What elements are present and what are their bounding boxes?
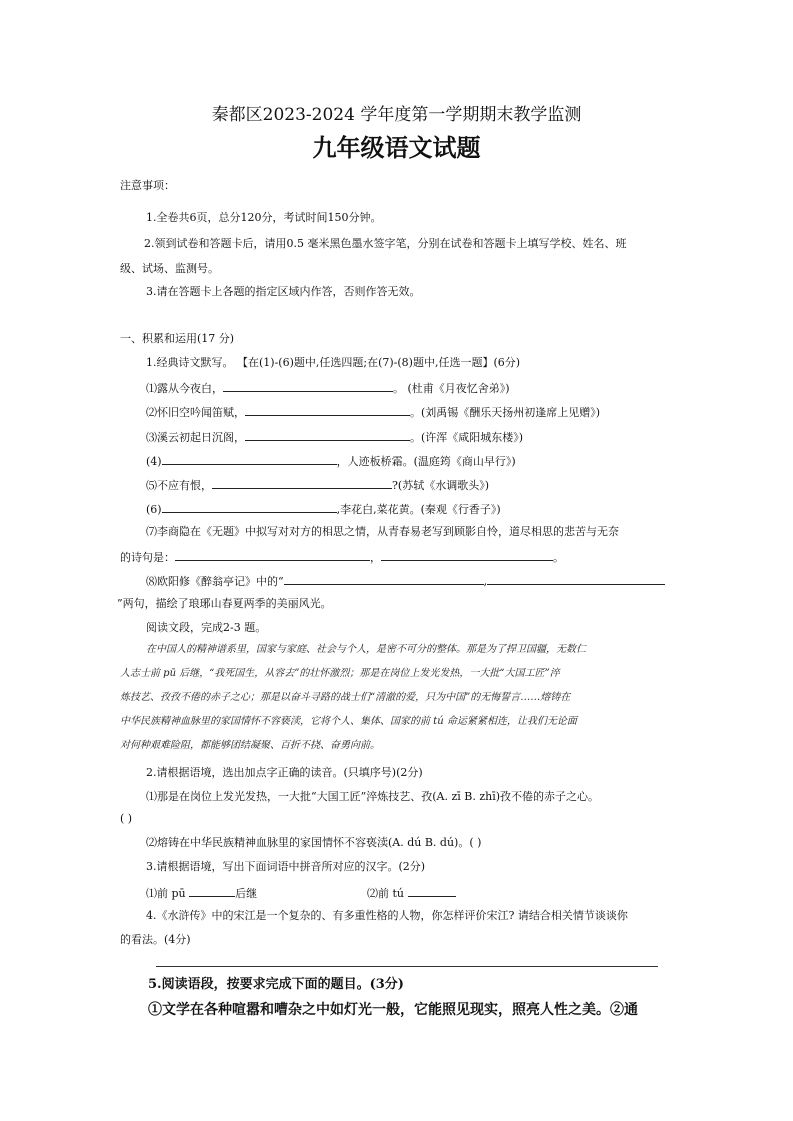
answer-blank[interactable] bbox=[162, 452, 337, 465]
q1-5-prompt: ⑸不应有恨， bbox=[146, 479, 212, 492]
q3-1-suffix: 后继 bbox=[235, 887, 258, 900]
notes-item-3: 3.请在答题卡上各题的指定区域内作答，否则作答无效。 bbox=[146, 285, 421, 298]
q4-text-a: 4.《水浒传》中的宋江是一个复杂的、有多重性格的人物，你怎样评价宋江? 请结合相关情节谈谈你 bbox=[146, 909, 628, 922]
answer-blank[interactable] bbox=[487, 572, 665, 585]
q1-2-prompt: ⑵怀旧空吟闻笛赋， bbox=[146, 406, 245, 419]
q3-intro: 3.请根据语境，写出下面词语中拼音所对应的汉字。(2分) bbox=[146, 860, 426, 873]
reading-intro: 阅读文段，完成2-3 题。 bbox=[146, 621, 267, 634]
exam-title-line2: 九年级语文试题 bbox=[312, 133, 481, 162]
answer-blank[interactable] bbox=[245, 428, 410, 441]
q2-item-1: ⑴那是在岗位上发光发热，一大批“大国工匠”淬炼技艺、孜(A. zī B. zhī)孜不倦的赤子之心。 bbox=[146, 790, 600, 803]
q1-7-prompt: 的诗句是： bbox=[120, 551, 175, 564]
passage-line: 对何种艰难险阻，都能够团结凝聚、百折不挠、奋勇向前。 bbox=[120, 740, 380, 751]
notes-label: 注意事项： bbox=[120, 179, 175, 192]
passage-line: 炼技艺、孜孜不倦的赤子之心；那是以奋斗寻路的战士们“清澈的爱，只为中国”的无悔誓言……熔铸在 bbox=[120, 692, 571, 703]
q1-intro: 1.经典诗文默写。 【在(1)-(6)题中,任选四题;在(7)-(8)题中,任选一题】(6分) bbox=[146, 356, 521, 369]
answer-blank[interactable] bbox=[175, 548, 370, 561]
q2-item-2: ⑵熔铸在中华民族精神血脉里的家国情怀不容亵渎(A. dú B. dú)。( ) bbox=[146, 836, 482, 849]
answer-blank[interactable] bbox=[223, 379, 393, 392]
answer-blank[interactable] bbox=[381, 548, 553, 561]
answer-blank[interactable] bbox=[408, 884, 456, 897]
q1-item-7b bbox=[120, 548, 564, 566]
q1-item-2 bbox=[146, 403, 600, 421]
answer-blank[interactable] bbox=[189, 884, 235, 897]
q1-6-source: ,李花白,菜花黄。(秦观《行香子》) bbox=[336, 503, 501, 516]
q1-4-prompt: (4) bbox=[146, 455, 162, 468]
q4-text-b: 的看法。(4分) bbox=[120, 933, 191, 946]
answer-line bbox=[156, 966, 658, 967]
q1-item-3 bbox=[146, 428, 523, 446]
passage-line: 在中国人的精神谱系里，国家与家庭、社会与个人，是密不可分的整体。那是为了捍卫国疆，无数仁 bbox=[146, 644, 586, 655]
q1-1-source: 。 (杜甫《月夜忆舍弟》) bbox=[393, 382, 510, 395]
q1-7-end: 。 bbox=[553, 551, 564, 564]
reading-passage bbox=[120, 638, 676, 758]
notes-item-1: 1.全卷共6页，总分120分，考试时间150分钟。 bbox=[146, 211, 382, 224]
q1-8-comma: , bbox=[483, 575, 488, 588]
q1-item-5 bbox=[146, 476, 489, 494]
answer-blank[interactable] bbox=[162, 500, 337, 513]
q1-item-8b: ”两句，描绘了琅琊山春夏两季的美丽风光。 bbox=[117, 597, 332, 610]
q5-intro: 5.阅读语段，按要求完成下面的题目。(3分) bbox=[148, 977, 404, 992]
answer-blank[interactable] bbox=[212, 476, 392, 489]
notes-item-2b: 级、试场、监测号。 bbox=[120, 262, 219, 275]
q2-intro: 2.请根据语境，选出加点字正确的读音。(只填序号)(2分) bbox=[146, 766, 423, 779]
q1-item-1 bbox=[146, 379, 510, 397]
passage-line: 中华民族精神血脉里的家国情怀不容亵渎，它将个人、集体、国家的前 tú 命运紧紧相连，让我们无论面 bbox=[120, 716, 577, 727]
q1-item-7a: ⑺李商隐在《无题》中拟写对对方的相思之情，从青春易老写到顾影自怜，道尽相思的悲苦与无奈 bbox=[146, 525, 619, 538]
passage-line: 人志士前 pū 后继，“我死国生，从容去”的壮怀激烈；那是在岗位上发光发热，一大批“大国工匠”淬 bbox=[120, 668, 560, 679]
q1-7-comma: ， bbox=[370, 551, 381, 564]
q3-item-1 bbox=[146, 884, 257, 902]
q1-6-prompt: (6) bbox=[146, 503, 162, 516]
section-heading: 一、积累和运用(17 分) bbox=[120, 332, 235, 345]
q1-5-source: ?(苏轼《水调歌头》) bbox=[392, 479, 489, 492]
q5-text: ①文学在各种喧嚣和嘈杂之中如灯光一般，它能照见现实，照亮人性之美。②通 bbox=[148, 1002, 638, 1018]
q3-1-prompt: ⑴前 pū bbox=[146, 887, 186, 900]
notes-item-2a: 2.领到试卷和答题卡后，请用0.5 毫米黑色墨水签字笔，分别在试卷和答题卡上填写学校、姓名、班 bbox=[144, 237, 627, 250]
q3-2-prompt: ⑵前 tú bbox=[367, 887, 405, 900]
answer-blank[interactable] bbox=[245, 403, 410, 416]
exam-title-line1: 秦都区2023-2024 学年度第一学期期末教学监测 bbox=[211, 105, 582, 125]
q1-4-source: ，人迹板桥霜。(温庭筠《商山早行》) bbox=[336, 455, 516, 468]
q2-item-1-answer[interactable]: ( ) bbox=[120, 812, 133, 825]
q3-item-2 bbox=[367, 884, 456, 902]
q1-3-source: 。(许浑《咸阳城东楼》) bbox=[410, 431, 524, 444]
answer-blank[interactable] bbox=[284, 572, 484, 585]
q1-3-prompt: ⑶溪云初起日沉阁， bbox=[146, 431, 245, 444]
q1-8-prompt: ⑻欧阳修《醉翁亭记》中的“ bbox=[146, 575, 284, 588]
q1-1-prompt: ⑴露从今夜白， bbox=[146, 382, 223, 395]
q1-2-source: 。(刘禹锡《酬乐天扬州初逢席上见赠》) bbox=[410, 406, 601, 419]
q1-item-4 bbox=[146, 452, 516, 470]
q1-item-6 bbox=[146, 500, 501, 518]
q1-item-8a bbox=[146, 572, 665, 590]
